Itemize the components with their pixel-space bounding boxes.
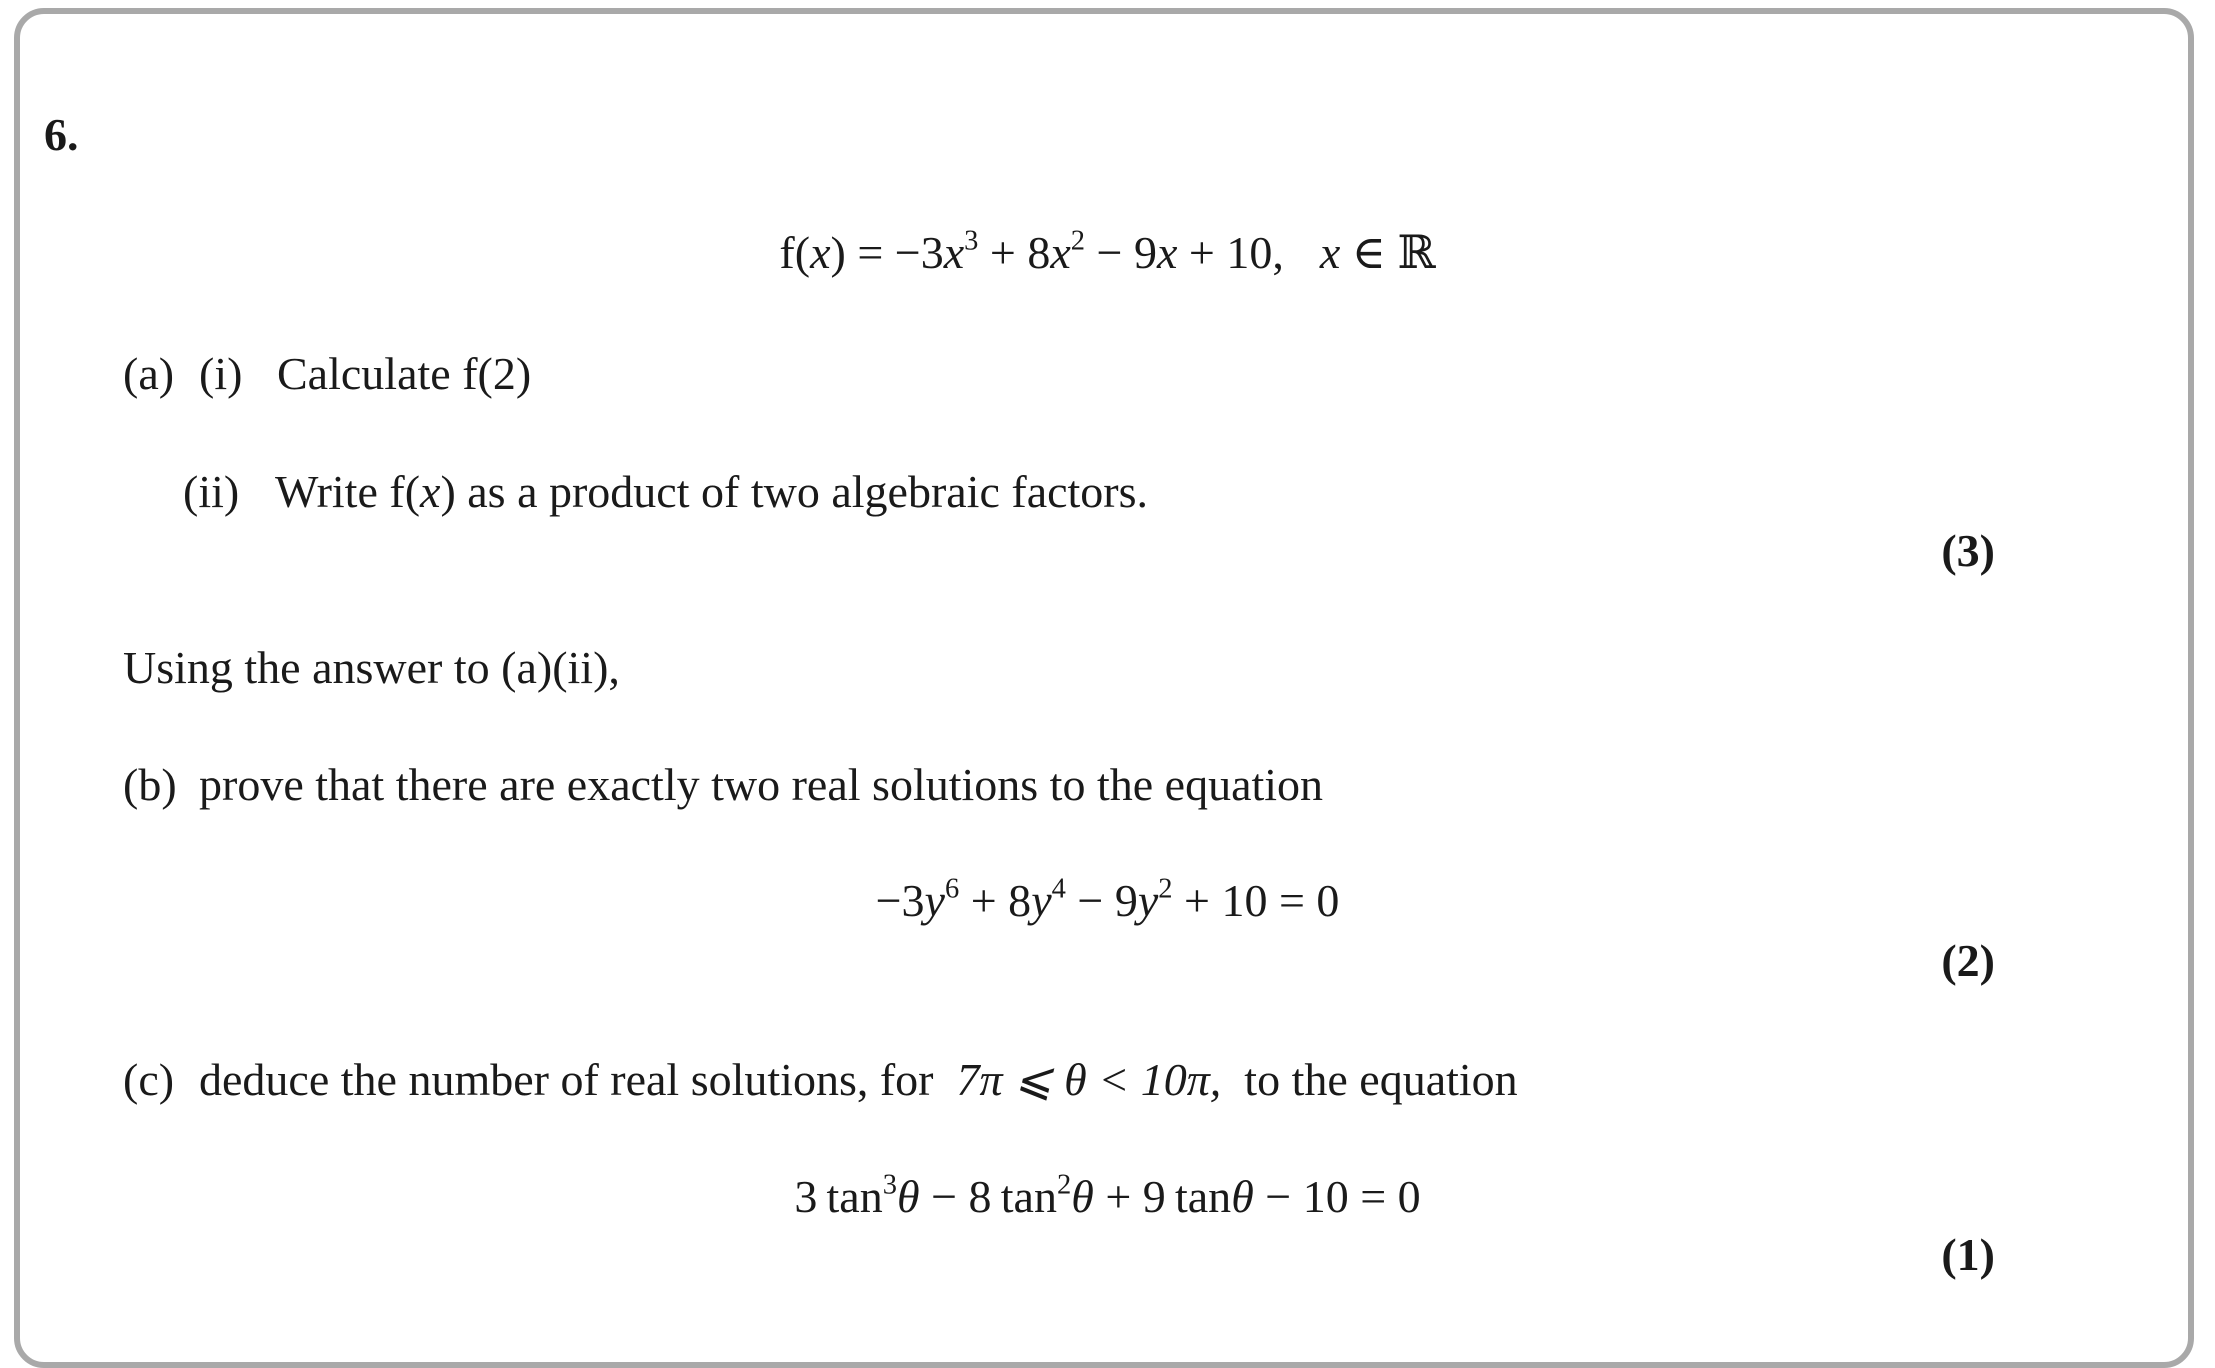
func-power: 2 — [1070, 225, 1086, 257]
eq-variable: θ — [896, 1171, 920, 1222]
func-power: 3 — [964, 225, 979, 257]
func-term: + 10, — [1177, 227, 1284, 278]
part-a-i-label: (i) — [199, 348, 243, 399]
eq-power: 2 — [1056, 1169, 1072, 1201]
part-c — [123, 1054, 1518, 1105]
eq-term: + 9 tan — [1093, 1171, 1232, 1222]
part-a-ii — [183, 466, 1149, 517]
part-b-marks: (2) — [1941, 935, 1995, 986]
part-a-i-text: Calculate f(2) — [277, 348, 532, 399]
eq-variable: y — [1031, 875, 1052, 926]
func-paren: ( — [794, 227, 811, 278]
part-c-text: to the equation — [1244, 1054, 1518, 1105]
eq-term: + 8 — [959, 875, 1032, 926]
eq-power: 4 — [1051, 873, 1066, 905]
func-term: ) = −3 — [830, 227, 944, 278]
eq-term: + 10 = 0 — [1172, 875, 1340, 926]
part-a-marks: (3) — [1941, 525, 1995, 576]
func-term: + 8 — [978, 227, 1051, 278]
part-c-range: < 10π, — [1086, 1054, 1222, 1105]
intro-bc: Using the answer to (a)(ii), — [123, 642, 620, 693]
eq-variable: θ — [1071, 1171, 1094, 1222]
eq-term: − 8 tan — [919, 1171, 1057, 1222]
eq-term: −3 — [875, 875, 925, 926]
func-term: x — [943, 227, 965, 278]
func-variable: x — [810, 227, 831, 278]
part-a-ii-text: Write f( — [275, 466, 421, 517]
part-a-ii-label: (ii) — [183, 466, 240, 517]
part-c-text: deduce the number of real solutions, for — [199, 1054, 934, 1105]
part-a-ii-text: ) as a product of two algebraic factors. — [440, 466, 1149, 517]
part-a-label: (a) — [123, 348, 175, 399]
eq-term: − 10 = 0 — [1253, 1171, 1421, 1222]
part-a-i — [123, 348, 532, 399]
func-term: x — [1050, 227, 1071, 278]
part-b-label: (b) — [123, 759, 177, 810]
part-c-equation — [0, 1169, 2215, 1222]
domain-set: ∈ ℝ — [1340, 227, 1436, 278]
func-name: f — [779, 227, 795, 278]
eq-variable: y — [924, 875, 945, 926]
eq-term: 3 tan — [794, 1171, 883, 1222]
part-b-text: prove that there are exactly two real solutions to the equation — [199, 759, 1324, 810]
eq-term: − 9 — [1065, 875, 1138, 926]
func-term: − 9 — [1085, 227, 1157, 278]
part-c-marks: (1) — [1941, 1229, 1995, 1280]
eq-power: 2 — [1158, 873, 1173, 905]
eq-variable: θ — [1231, 1171, 1254, 1222]
function-definition — [0, 225, 2215, 278]
part-c-label: (c) — [123, 1054, 175, 1105]
part-b — [123, 759, 1324, 810]
eq-variable: y — [1137, 875, 1159, 926]
func-term: x — [1156, 227, 1178, 278]
part-c-range: 7π ⩽ — [956, 1054, 1065, 1105]
part-a-ii-variable: x — [420, 466, 441, 517]
question-number: 6. — [44, 109, 79, 160]
eq-power: 3 — [882, 1169, 897, 1201]
eq-power: 6 — [944, 873, 960, 905]
part-c-range-variable: θ — [1064, 1054, 1087, 1105]
domain-variable: x — [1319, 227, 1341, 278]
part-b-equation — [0, 873, 2215, 926]
